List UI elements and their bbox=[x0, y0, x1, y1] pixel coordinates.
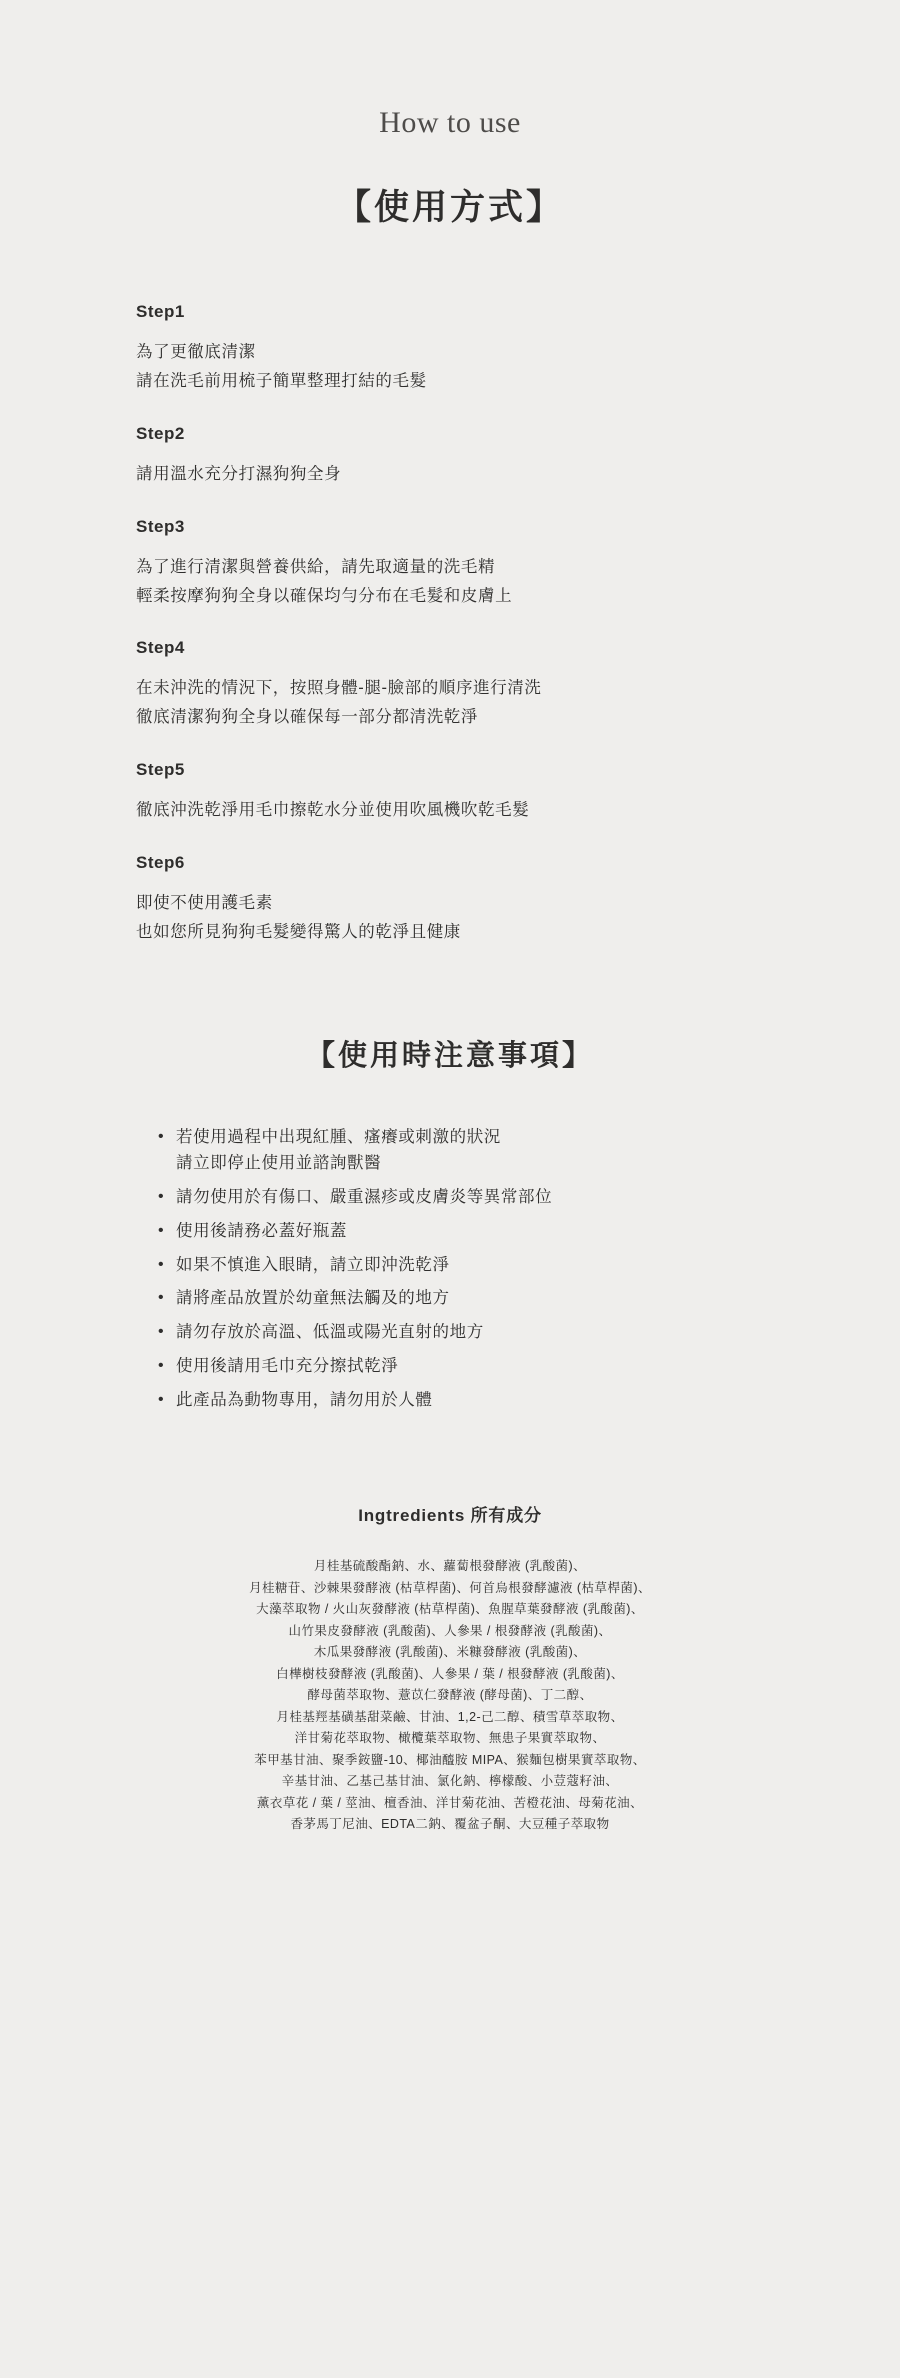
step-block bbox=[136, 638, 772, 732]
bullet-icon: • bbox=[158, 1127, 165, 1145]
step-block bbox=[136, 517, 772, 611]
notice-list bbox=[128, 1124, 772, 1413]
notice-section-title: 【使用時注意事項】 bbox=[305, 1039, 594, 1072]
list-item bbox=[156, 1285, 772, 1312]
list-item bbox=[156, 1353, 772, 1380]
ingredients-line: 月桂基羥基磺基甜菜鹼、甘油、1,2-己二醇、積雪草萃取物、 bbox=[276, 1709, 624, 1724]
list-item bbox=[156, 1124, 772, 1177]
steps-section bbox=[128, 302, 772, 947]
page-title: 【使用方式】 bbox=[335, 188, 564, 227]
notice-text: 使用後請用毛巾充分擦拭乾淨 bbox=[176, 1356, 399, 1375]
step-label: Step2 bbox=[136, 423, 185, 443]
ingredients-line: 山竹果皮發酵液 (乳酸菌)、人參果 / 根發酵液 (乳酸菌)、 bbox=[288, 1623, 612, 1638]
ingredients-line: 洋甘菊花萃取物、橄欖葉萃取物、無患子果實萃取物、 bbox=[294, 1731, 606, 1746]
step-line: 輕柔按摩狗狗全身以確保均勻分布在毛髮和皮膚上 bbox=[136, 586, 513, 605]
notice-text: 若使用過程中出現紅腫、瘙癢或刺激的狀況 bbox=[176, 1127, 501, 1146]
step-label: Step1 bbox=[136, 302, 185, 321]
list-item bbox=[156, 1184, 772, 1211]
step-line: 在未沖洗的情況下，按照身體-腿-臉部的順序進行清洗 bbox=[136, 679, 542, 698]
list-item bbox=[156, 1387, 772, 1414]
step-label: Step5 bbox=[136, 760, 185, 780]
notice-text: 此產品為動物專用，請勿用於人體 bbox=[176, 1390, 433, 1409]
ingredients-list bbox=[128, 1556, 772, 1836]
step-label: Step3 bbox=[136, 516, 185, 536]
ingredients-line: 辛基甘油、乙基己基甘油、氯化鈉、檸檬酸、小荳蔻籽油、 bbox=[281, 1774, 619, 1789]
step-line: 徹底沖洗乾淨用毛巾擦乾水分並使用吹風機吹乾毛髮 bbox=[136, 801, 530, 820]
notice-text: 使用後請務必蓋好瓶蓋 bbox=[176, 1221, 347, 1240]
ingredients-line: 月桂糖苷、沙棘果發酵液 (枯草桿菌)、何首烏根發酵濾液 (枯草桿菌)、 bbox=[249, 1580, 651, 1595]
step-line: 也如您所見狗狗毛髮變得驚人的乾淨且健康 bbox=[136, 922, 461, 941]
notice-subtext: 請立即停止使用並諮詢獸醫 bbox=[176, 1154, 382, 1173]
list-item bbox=[156, 1252, 772, 1279]
bullet-icon: • bbox=[158, 1289, 165, 1307]
step-block bbox=[136, 760, 772, 825]
step-label: Step6 bbox=[136, 853, 185, 872]
bullet-icon: • bbox=[158, 1390, 165, 1408]
ingredients-line: 苯甲基甘油、聚季銨鹽-10、椰油醯胺 MIPA、猴麵包樹果實萃取物、 bbox=[254, 1752, 646, 1767]
step-line: 徹底清潔狗狗全身以確保每一部分都清洗乾淨 bbox=[136, 708, 478, 727]
step-line: 即使不使用護毛素 bbox=[136, 894, 273, 912]
list-item bbox=[156, 1319, 772, 1346]
step-label: Step4 bbox=[136, 638, 185, 658]
list-item bbox=[156, 1218, 772, 1245]
ingredients-line: 木瓜果發酵液 (乳酸菌)、米糠發酵液 (乳酸菌)、 bbox=[313, 1645, 587, 1660]
bullet-icon: • bbox=[158, 1188, 165, 1206]
step-line: 請在洗毛前用梳子簡單整理打結的毛髮 bbox=[136, 371, 427, 390]
notice-text: 如果不慎進入眼睛，請立即沖洗乾淨 bbox=[176, 1255, 450, 1274]
step-block bbox=[136, 424, 772, 489]
step-block bbox=[136, 853, 772, 947]
notice-text: 請將產品放置於幼童無法觸及的地方 bbox=[176, 1289, 450, 1308]
page-script-title: How to use bbox=[379, 106, 521, 139]
ingredients-line: 白樺樹枝發酵液 (乳酸菌)、人參果 / 葉 / 根發酵液 (乳酸菌)、 bbox=[276, 1666, 624, 1681]
bullet-icon: • bbox=[158, 1323, 165, 1341]
step-line: 請用溫水充分打濕狗狗全身 bbox=[136, 464, 342, 483]
ingredients-line: 香茅馬丁尼油、EDTA二鈉、覆盆子酮、大豆種子萃取物 bbox=[290, 1817, 610, 1832]
bullet-icon: • bbox=[158, 1356, 165, 1374]
step-line: 為了進行清潔與營養供給，請先取適量的洗毛精 bbox=[136, 557, 496, 576]
notice-text: 請勿使用於有傷口、嚴重濕疹或皮膚炎等異常部位 bbox=[176, 1188, 553, 1207]
ingredients-line: 月桂基硫酸酯鈉、水、蘿蔔根發酵液 (乳酸菌)、 bbox=[313, 1559, 587, 1574]
bullet-icon: • bbox=[158, 1221, 165, 1239]
ingredients-title: Ingtredients 所有成分 bbox=[358, 1506, 542, 1526]
ingredients-line: 大藻萃取物 / 火山灰發酵液 (枯草桿菌)、魚腥草葉發酵液 (乳酸菌)、 bbox=[256, 1602, 644, 1617]
step-block bbox=[136, 302, 772, 396]
ingredients-line: 薰衣草花 / 葉 / 莖油、檀香油、洋甘菊花油、苦橙花油、母菊花油、 bbox=[256, 1795, 644, 1810]
bullet-icon: • bbox=[158, 1255, 165, 1273]
notice-text: 請勿存放於高溫、低溫或陽光直射的地方 bbox=[176, 1323, 484, 1342]
step-line: 為了更徹底清潔 bbox=[136, 343, 256, 361]
ingredients-line: 酵母菌萃取物、薏苡仁發酵液 (酵母菌)、丁二醇、 bbox=[307, 1688, 593, 1703]
